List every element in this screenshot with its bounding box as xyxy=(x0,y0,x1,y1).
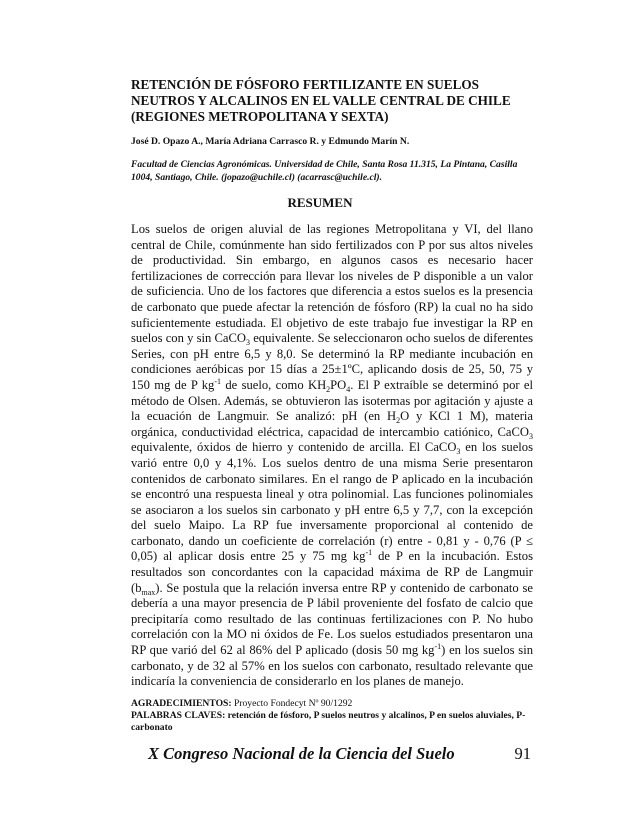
subscript: 3 xyxy=(529,431,533,441)
abstract-body xyxy=(131,222,533,690)
subscript: 2 xyxy=(326,384,331,394)
abstract-text: . El P extraíble se determinó por el método de Olsen. Además, se obtuvieron las isotermas por agitación y ajuste a la ecuación de Langmuir. Se analizó: pH (en H xyxy=(131,377,533,424)
abstract-text: ). Se postula que la relación inversa entre RP y contenido de carbonato se debería a una mayor presencia de P lábil proveniente del fosfato de calcio que precipitaría como resultado de las continuas fertilizaciones con P. No hubo correlación con la MO ni óxidos de Fe. Los suelos estudiados presentaron una RP que varió del 62 al 86% del P aplicado (dosis 50 mg kg xyxy=(131,580,533,658)
abstract-text: equivalente. Se seleccionaron ocho suelos de diferentes Series, con pH entre 6,5 y 8,0. Se determinó la RP mediante incubación en condiciones aeróbicas por 15 días a 25±1ºC, aplicando dosis de 25, 50, 75 y 150 mg de P kg xyxy=(131,331,533,392)
affiliation: Facultad de Ciencias Agronómicas. Universidad de Chile, Santa Rosa 11.315, La Pintana, Casilla 1004, Santiago, Chile. (jopazo@uchile.cl) (acarrasc@uchile.cl). xyxy=(131,159,518,183)
subscript: 2 xyxy=(396,416,401,426)
keywords xyxy=(131,710,533,734)
abstract-text: PO xyxy=(330,377,347,392)
subscript: 4 xyxy=(346,384,351,394)
abstract-text: O y KCl 1 M), materia orgánica, conductividad eléctrica, capacidad de intercambio catiónico, CaCO xyxy=(131,409,533,439)
page-footer xyxy=(148,744,531,764)
abstract-text: en los suelos varió entre 0,0 y 4,1%. Los suelos dentro de una misma Serie presentaron contenidos de carbonato similares. En el rango de P aplicado en la incubación se encontró una respuesta lineal y otra polinomial. Las funciones polinomiales se asociaron a los suelos sin carbonato y pH entre 6,5 y 7,7, con la excepción del suelo Maipo. La RP fue inversamente proporcional al contenido de carbonato, dando un coeficiente de correlación (r) entre - 0,81 y - 0,76 (P ≤ 0,05) al aplicar dosis entre 25 y 75 mg kg xyxy=(131,440,534,564)
keywords-label: PALABRAS CLAVES: xyxy=(131,709,226,721)
abstract-text: Los suelos de origen aluvial de las regiones Metropolitana y VI, del llano central de Chile, comúnmente han sido fertilizados con P por sus altos niveles de productividad. Sin embargo, en algunos casos es necesario hacer fertilizaciones de corrección para llevar los niveles de P disponible a un valor de suficiencia. Uno de los factores que diferencia a estos suelos es la presencia de carbonato que puede afectar la retención de fósforo (RP) la cual no ha sido suficientemente estudiada. El objetivo de este trabajo fue investigar la RP en suelos con y sin CaCO xyxy=(131,222,533,346)
author-list: José D. Opazo A., María Adriana Carrasco R. y Edmundo Marín N. xyxy=(131,136,410,147)
acknowledgements xyxy=(131,698,533,710)
superscript: -1 xyxy=(365,548,373,558)
subscript: 3 xyxy=(456,447,461,457)
superscript: -1 xyxy=(214,376,222,386)
footer-congress-title: X Congreso Nacional de la Ciencia del Suelo xyxy=(148,743,455,763)
abstract-text: equivalente, óxidos de hierro y contenido de arcilla. El CaCO xyxy=(131,440,457,455)
abstract-text: de suelo, como KH xyxy=(221,377,327,392)
abstract-text: de P en la incubación. Estos resultados son concordantes con la capacidad máxima de RP de Langmuir (b xyxy=(131,549,533,595)
keywords-text: retención de fósforo, P suelos neutros y alcalinos, P en suelos aluviales, P-carbonato xyxy=(131,709,526,733)
subscript: 3 xyxy=(246,338,250,348)
abstract-text: ) en los suelos sin carbonato, y de 32 al 57% en los suelos con carbonato, resultado relevante que indicaría la conveniencia de considerarlo en los planes de manejo. xyxy=(131,643,533,689)
superscript: -1 xyxy=(434,642,442,652)
acknowledgements-text: Proyecto Fondecyt Nº 90/1292 xyxy=(231,697,353,709)
subscript: max xyxy=(141,587,156,597)
acknowledgements-label: AGRADECIMIENTOS: xyxy=(131,697,232,709)
content-column xyxy=(131,77,533,734)
paper-title: RETENCIÓN DE FÓSFORO FERTILIZANTE EN SUELOS NEUTROS Y ALCALINOS EN EL VALLE CENTRAL DE CHILE (REGIONES METROPOLITANA Y SEXTA) xyxy=(131,77,511,124)
section-heading-resumen: RESUMEN xyxy=(287,195,353,210)
page-number: 91 xyxy=(514,743,531,763)
